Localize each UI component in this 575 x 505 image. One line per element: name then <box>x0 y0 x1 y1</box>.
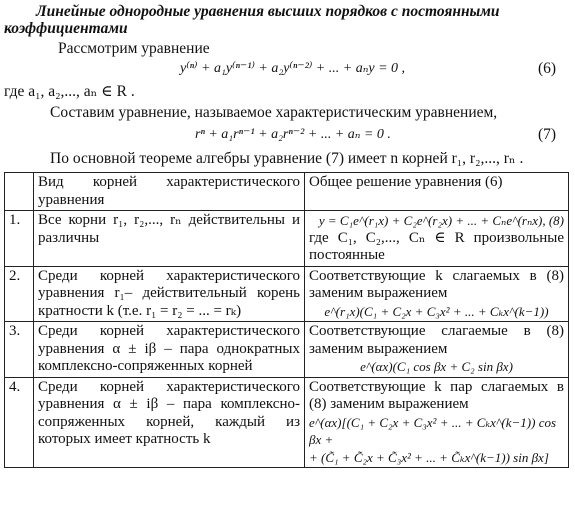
section-title-line2: коэффициентами <box>4 20 128 37</box>
compose-text: Составим уравнение, называемое характеристическим уравнением, <box>50 104 498 121</box>
solution-text: где C₁, C₂,..., Cₙ ∈ R произвольные постоянные <box>309 229 564 263</box>
section-title-line1: Линейные однородные уравнения высших порядков с постоянными <box>36 3 500 20</box>
row-roots-kind: Среди корней характеристического уравнения α ± iβ – пара однократных комплексно-сопряженных корней <box>34 322 305 378</box>
table-row <box>5 322 569 378</box>
table-row <box>5 377 569 468</box>
theorem-text: По основной теореме алгебры уравнение (7) имеет n корней r₁, r₂,..., rₙ . <box>50 150 524 167</box>
row-roots-kind: Все корни r₁, r₂,..., rₙ действительны и различны <box>34 211 305 267</box>
consider-text: Рассмотрим уравнение <box>58 40 210 57</box>
row-number: 4. <box>5 377 34 468</box>
row-solution <box>305 266 569 322</box>
solution-text: Соответствующие k слагаемых в (8) заменим выражением <box>309 267 564 301</box>
row-roots-kind: Среди корней характеристического уравнения α ± iβ – пара комплексно-сопряженных корней, каждый из которых имеет кратность k <box>34 377 305 468</box>
solution-text: Соответствующие k пар слагаемых в (8) заменим выражением <box>309 378 564 412</box>
table-row <box>5 266 569 322</box>
solution-formula: e^(αx)(C₁ cos βx + C₂ sin βx) <box>360 359 513 374</box>
row-solution <box>305 377 569 468</box>
solution-formula: y = C₁e^(r₁x) + C₂e^(r₂x) + ... + Cₙe^(rₙx), (8) <box>318 213 564 228</box>
solutions-table <box>4 172 569 468</box>
row-roots-kind: Среди корней характеристического уравнения r₁– действительный корень кратности k (т.е. r₁ = r₂ = ... = rₖ) <box>34 266 305 322</box>
solution-text: Соответствующие слагаемые в (8) заменим выражением <box>309 323 564 357</box>
table-header-row <box>5 173 569 211</box>
equation-7-number: (7) <box>538 126 557 143</box>
row-solution <box>305 211 569 267</box>
header-general-solution: Общее решение уравнения (6) <box>305 173 569 211</box>
coefficients-text: где a₁, a₂,..., aₙ ∈ R . <box>4 83 135 100</box>
solution-formula: e^(αx)[(C₁ + C₂x + C₃x² + ... + Cₖx^(k−1)) cos βx + <box>309 414 557 447</box>
equation-6: y⁽ⁿ⁾ + a₁y⁽ⁿ⁻¹⁾ + a₂y⁽ⁿ⁻²⁾ + ... + aₙy = 0 , <box>180 61 406 76</box>
equation-7: rⁿ + a₁rⁿ⁻¹ + a₂rⁿ⁻² + ... + aₙ = 0 . <box>195 127 391 142</box>
row-number: 3. <box>5 322 34 378</box>
equation-6-number: (6) <box>538 60 557 77</box>
header-roots-kind: Вид корней характеристического уравнения <box>34 173 305 211</box>
row-number: 2. <box>5 266 34 322</box>
table-row <box>5 211 569 267</box>
row-number: 1. <box>5 211 34 267</box>
solution-formula: e^(r₁x)(C₁ + C₂x + C₃x² + ... + Cₖx^(k−1)) <box>324 303 549 319</box>
header-num-cell <box>5 173 34 211</box>
row-solution <box>305 322 569 378</box>
solution-formula-continued: + (C̃₁ + C̃₂x + C̃₃x² + ... + C̃ₖx^(k−1)) sin βx] <box>309 449 549 465</box>
